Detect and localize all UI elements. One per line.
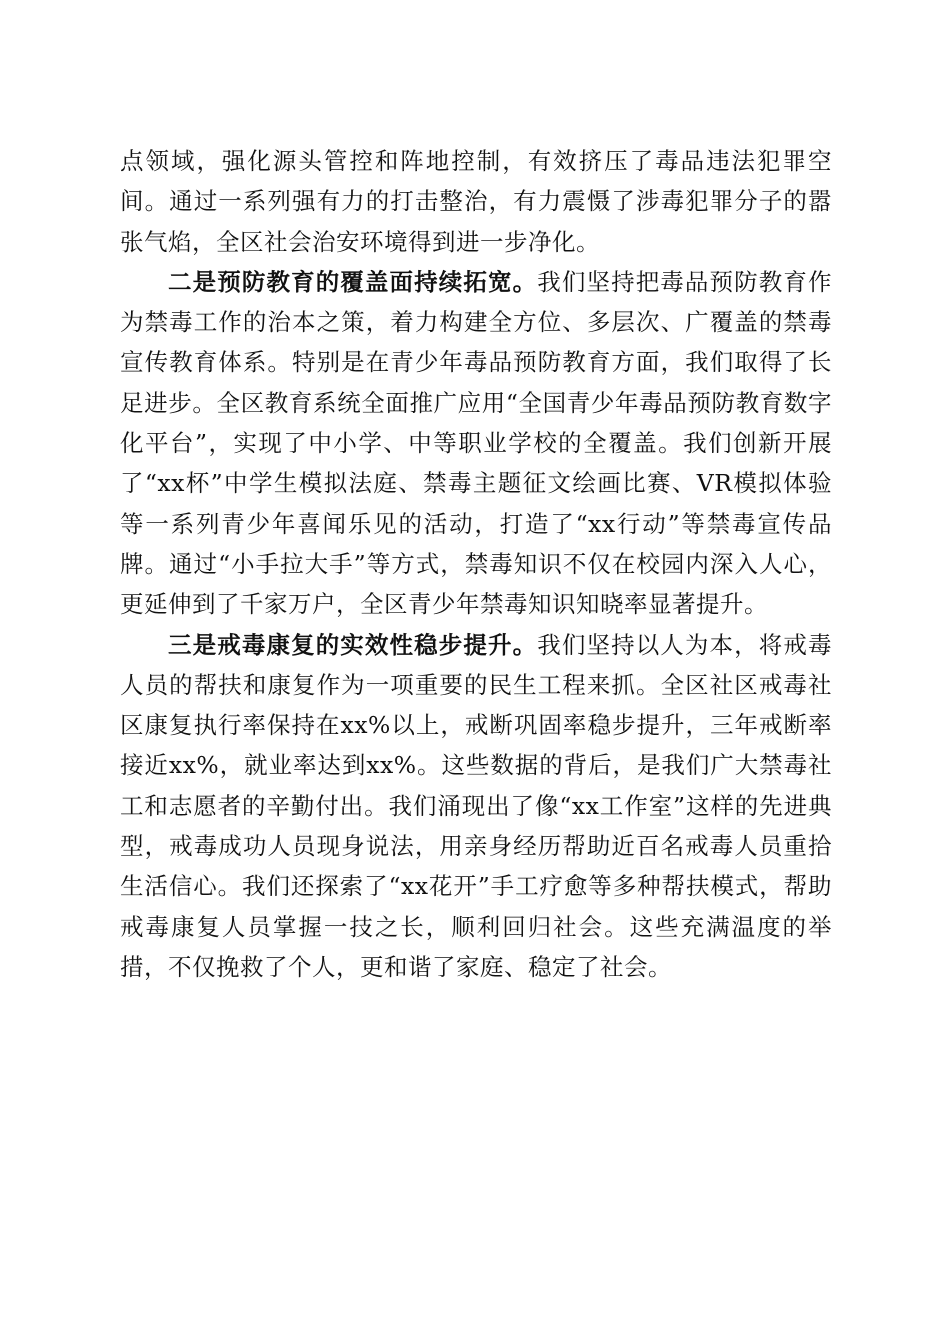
paragraph-rehabilitation: [120, 625, 832, 988]
paragraph-text: 我们坚持以人为本，将戒毒人员的帮扶和康复作为一项重要的民生工程来抓。全区社区戒毒社区康复执行率保持在xx%以上，戒断巩固率稳步提升，三年戒断率接近xx%，就业率达到xx%。这些数据的背后，是我们广大禁毒社工和志愿者的辛勤付出。我们涌现出了像“xx工作室”这样的先进典型，戒毒成功人员现身说法，用亲身经历帮助近百名戒毒人员重拾生活信心。我们还探索了“xx花开”手工疗愈等多种帮扶模式，帮助戒毒康复人员掌握一技之长，顺利回归社会。这些充满温度的举措，不仅挽救了个人，更和谐了家庭、稳定了社会。: [120, 630, 833, 981]
document-body: [120, 141, 832, 987]
paragraph-text: 点领域，强化源头管控和阵地控制，有效挤压了毒品违法犯罪空间。通过一系列强有力的打击整治，有力震慑了涉毒犯罪分子的嚣张气焰，全区社会治安环境得到进一步净化。: [120, 147, 832, 256]
paragraph-continuation: [120, 141, 832, 262]
paragraph-prevention-education: [120, 262, 832, 625]
paragraph-heading: 二是预防教育的覆盖面持续拓宽。: [168, 267, 538, 296]
paragraph-text: 我们坚持把毒品预防教育作为禁毒工作的治本之策，着力构建全方位、多层次、广覆盖的禁毒宣传教育体系。特别是在青少年毒品预防教育方面，我们取得了长足进步。全区教育系统全面推广应用“全国青少年毒品预防教育数字化平台”，实现了中小学、中等职业学校的全覆盖。我们创新开展了“xx杯”中学生模拟法庭、禁毒主题征文绘画比赛、VR模拟体验等一系列青少年喜闻乐见的活动，打造了“xx行动”等禁毒宣传品牌。通过“小手拉大手”等方式，禁毒知识不仅在校园内深入人心，更延伸到了千家万户，全区青少年禁毒知识知晓率显著提升。: [120, 267, 833, 619]
paragraph-heading: 三是戒毒康复的实效性稳步提升。: [168, 630, 538, 659]
